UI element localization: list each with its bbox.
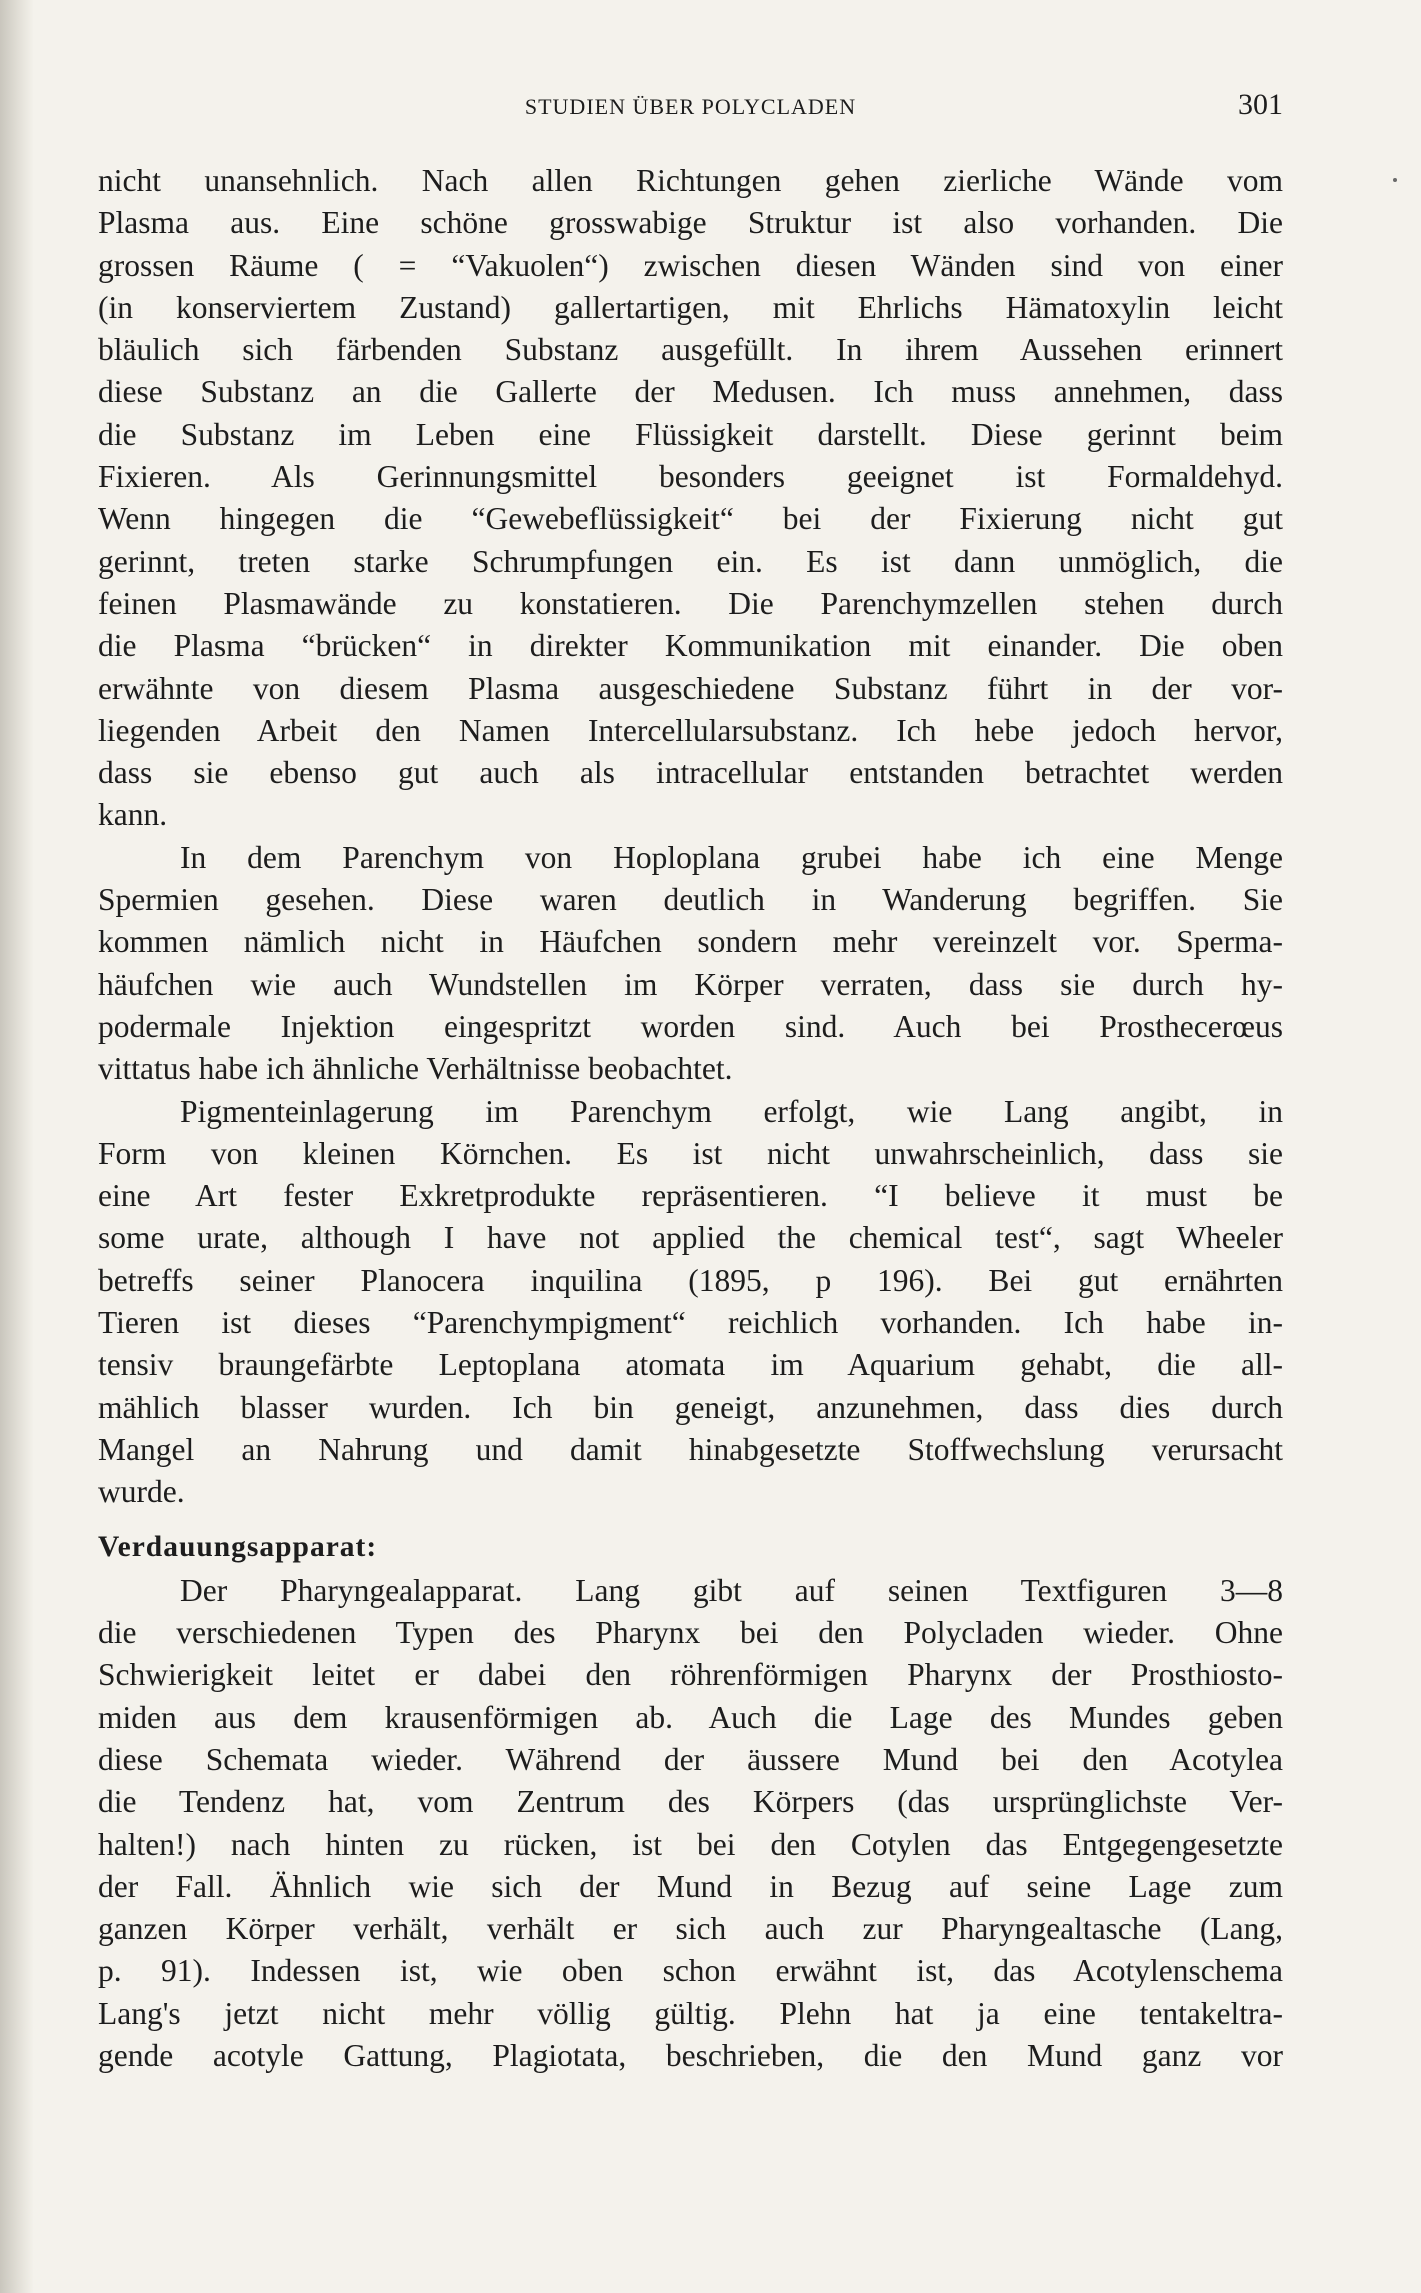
text-line: (in konserviertem Zustand) gallertartigen, mit Ehrlichs Hämatoxylin leicht (98, 289, 1283, 325)
text-line: diese Substanz an die Gallerte der Medusen. Ich muss annehmen, dass (98, 374, 1283, 410)
page-header (98, 88, 1283, 128)
paragraph-start-line: Pigmenteinlagerung im Parenchym erfolgt, wie Lang angibt, in (180, 1093, 1283, 1129)
text-line: Lang's jetzt nicht mehr völlig gültig. Plehn hat ja eine tentakeltra- (98, 1995, 1283, 2031)
text-line: miden aus dem krausenförmigen ab. Auch die Lage des Mundes geben (98, 1699, 1283, 1735)
page-edge-shadow (0, 0, 34, 2293)
text-line: kommen nämlich nicht in Häufchen sondern mehr vereinzelt vor. Sperma- (98, 924, 1283, 960)
text-line: betreffs seiner Planocera inquilina (1895, p 196). Bei gut ernährten (98, 1262, 1283, 1298)
text-line: Plasma aus. Eine schöne grosswabige Struktur ist also vorhanden. Die (98, 205, 1283, 241)
text-line: bläulich sich färbenden Substanz ausgefüllt. In ihrem Aussehen erinnert (98, 332, 1283, 368)
margin-speck (1393, 178, 1397, 182)
text-line: dass sie ebenso gut auch als intracellular entstanden betrachtet werden (98, 755, 1283, 791)
text-line: häufchen wie auch Wundstellen im Körper verraten, dass sie durch hy- (98, 966, 1283, 1002)
text-line: some urate, although I have not applied the chemical test“, sagt Wheeler (98, 1220, 1283, 1256)
text-line: p. 91). Indessen ist, wie oben schon erwähnt ist, das Acotylenschema (98, 1953, 1283, 1989)
running-title: STUDIEN ÜBER POLYCLADEN (524, 94, 857, 119)
text-line: halten!) nach hinten zu rücken, ist bei den Cotylen das Entgegengesetzte (98, 1826, 1283, 1862)
text-line: Fixieren. Als Gerinnungsmittel besonders geeignet ist Formaldehyd. (98, 459, 1283, 495)
text-line: eine Art fester Exkretprodukte repräsentieren. “I believe it must be (98, 1178, 1283, 1214)
text-line: diese Schemata wieder. Während der äussere Mund bei den Acotylea (98, 1741, 1283, 1777)
body-text (98, 160, 1283, 2077)
text-line: liegenden Arbeit den Namen Intercellularsubstanz. Ich hebe jedoch hervor, (98, 712, 1283, 748)
text-line: podermale Injektion eingespritzt worden sind. Auch bei Prosthecerœus (98, 1008, 1283, 1044)
text-line: Spermien gesehen. Diese waren deutlich in Wanderung begriffen. Sie (98, 882, 1283, 918)
text-line: die Plasma “brücken“ in direkter Kommunikation mit einander. Die oben (98, 628, 1283, 664)
text-line: Form von kleinen Körnchen. Es ist nicht unwahrscheinlich, dass sie (98, 1135, 1283, 1171)
text-line: Tieren ist dieses “Parenchympigment“ reichlich vorhanden. Ich habe in- (98, 1305, 1283, 1341)
text-line: Mangel an Nahrung und damit hinabgesetzte Stoffwechslung verursacht (98, 1431, 1283, 1467)
text-line: gende acotyle Gattung, Plagiotata, beschrieben, die den Mund ganz vor (98, 2038, 1283, 2074)
text-line: grossen Räume ( = “Vakuolen“) zwischen diesen Wänden sind von einer (98, 247, 1283, 283)
text-line: vittatus habe ich ähnliche Verhältnisse beobachtet. (98, 1051, 733, 1087)
text-line: gerinnt, treten starke Schrumpfungen ein. Es ist dann unmöglich, die (98, 543, 1283, 579)
page-number: 301 (1238, 88, 1283, 121)
text-line: nicht unansehnlich. Nach allen Richtungen gehen zierliche Wände vom (98, 163, 1283, 198)
paragraph-start-line: Der Pharyngealapparat. Lang gibt auf seinen Textfiguren 3—8 (180, 1572, 1283, 1608)
paragraph-start-line: In dem Parenchym von Hoploplana grubei habe ich eine Menge (180, 839, 1283, 875)
section-heading: Verdauungsapparat: (98, 1530, 378, 1563)
text-line: die Tendenz hat, vom Zentrum des Körpers (das ursprünglichste Ver- (98, 1784, 1283, 1820)
text-line: ganzen Körper verhält, verhält er sich auch zur Pharyngealtasche (Lang, (98, 1911, 1283, 1947)
text-line: feinen Plasmawände zu konstatieren. Die Parenchymzellen stehen durch (98, 585, 1283, 621)
text-line: erwähnte von diesem Plasma ausgeschiedene Substanz führt in der vor- (98, 670, 1283, 706)
text-line: der Fall. Ähnlich wie sich der Mund in Bezug auf seine Lage zum (98, 1868, 1283, 1904)
text-line: Wenn hingegen die “Gewebeflüssigkeit“ bei der Fixierung nicht gut (98, 501, 1283, 537)
text-line: tensiv braungefärbte Leptoplana atomata im Aquarium gehabt, die all- (98, 1347, 1283, 1383)
text-line: die verschiedenen Typen des Pharynx bei den Polycladen wieder. Ohne (98, 1615, 1283, 1651)
text-line: die Substanz im Leben eine Flüssigkeit darstellt. Diese gerinnt beim (98, 416, 1283, 452)
text-line: kann. (98, 797, 168, 833)
text-line: Schwierigkeit leitet er dabei den röhrenförmigen Pharynx der Prosthiosto- (98, 1657, 1283, 1693)
text-line: mählich blasser wurden. Ich bin geneigt, anzunehmen, dass dies durch (98, 1389, 1283, 1425)
text-line: wurde. (98, 1474, 185, 1510)
